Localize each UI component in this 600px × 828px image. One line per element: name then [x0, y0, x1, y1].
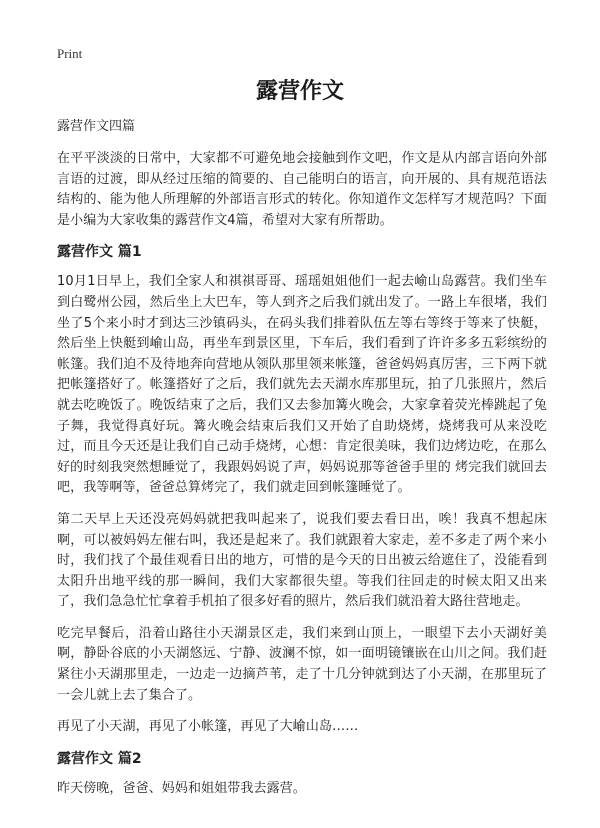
section-paragraph: 吃完早餐后，沿着山路往小天湖景区走，我们来到山顶上，一眼望下去小天湖好美啊，静卧谷底的小天湖悠远、宁静、波澜不惊，如一面明镜镶嵌在山川之间。我们赶紧往小天湖那里走，一边走一边摘芦苇，走了十几分钟就到达了小天湖，在那里玩了一会儿就上去了集合了。 — [57, 625, 547, 703]
section-paragraph: 10月1日早上，我们全家人和祺祺哥哥、瑶瑶姐姐他们一起去崳山岛露营。我们坐车到白鹭州公园，然后坐上大巴车，等人到齐之后我们就出发了。一路上车很堵，我们坐了5个来小时才到达三沙镇码头，在码头我们排着队伍左等右等终于等来了快艇，然后坐上快艇到崳山岛，再坐车到景区里，下车后，我们看到了许许多多五彩缤纷的帐篷。我们迫不及待地奔向营地从领队那里领来帐篷，爸爸妈妈真厉害，三下两下就把帐篷搭好了。帐篷搭好了之后，我们就先去天湖水库那里玩，拍了几张照片，然后就去吃晚饭了。晚饭结束了之后，我们又去参加篝火晚会，大家拿着荧光棒跳起了兔子舞，我觉得真好玩。篝火晚会结束后我们又开始了自助烧烤，烧烤我可从来没吃过，而且今天还是让我们自己动手烧烤，心想：肯定很美味，我们边烤边吃，在那么好的时刻我突然想睡觉了，我跟妈妈说了声，妈妈说那等爸爸手里的 烤完我们就回去吧，我等啊等，爸爸总算烤完了，我们就走回到帐篷睡觉了。 — [57, 274, 547, 496]
section-heading: 露营作文 篇1 — [57, 244, 142, 261]
section-heading: 露营作文 篇2 — [57, 750, 142, 767]
print-link[interactable]: Print — [57, 46, 83, 61]
section-paragraph: 再见了小天湖，再见了小帐篷，再见了大崳山岛…… — [57, 719, 359, 735]
intro-paragraph: 在平平淡淡的日常中，大家都不可避免地会接触到作文吧，作文是从内部言语向外部言语的过渡，即从经过压缩的简要的、自己能明白的语言，向开展的、具有规范语法结构的、能为他人所理解的外部语言形式的转化。你知道作文怎样写才规范吗？下面是小编为大家收集的露营作文4篇，希望对大家有所帮助。 — [57, 151, 547, 228]
page-title: 露营作文 — [255, 79, 344, 104]
document-body — [57, 117, 547, 810]
document-subtitle: 露营作文四篇 — [57, 119, 136, 134]
section-paragraph: 第二天早上天还没亮妈妈就把我叫起来了，说我们要去看日出，唉！我真不想起床啊，可以被妈妈左催右叫，我还是起来了。我们就跟着大家走，差不多走了两个来小时，我们找了个最佳观看日出的地方，可惜的是今天的日出被云给遮住了，没能看到太阳升出地平线的那一瞬间，我们大家都很失望。等我们往回走的时候太阳又出来了，我们急急忙忙拿着手机拍了很多好看的照片，然后我们就沿着大路往营地走。 — [57, 511, 547, 610]
section-paragraph: 昨天傍晚，爸爸、妈妈和姐姐带我去露营。 — [57, 780, 306, 796]
